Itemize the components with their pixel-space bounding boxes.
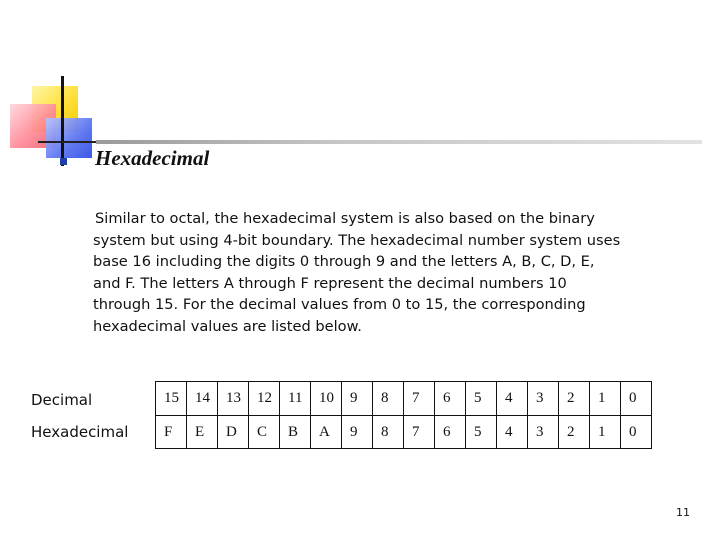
logo-vertical-line: [61, 76, 64, 166]
paragraph-line: through 15. For the decimal values from 0 to 15, the corresponding: [93, 296, 586, 314]
paragraph-line: Similar to octal, the hexadecimal system is also based on the binary: [95, 210, 595, 227]
paragraph-line: system but using 4-bit boundary. The hexadecimal number system uses: [93, 231, 621, 249]
hex-cell: 1: [590, 416, 621, 449]
body-paragraph: [93, 208, 673, 338]
row-label-decimal: Decimal: [31, 391, 93, 409]
decimal-cell: 6: [435, 382, 466, 416]
logo-horizontal-line: [38, 141, 96, 143]
bullet-square-icon: [60, 158, 67, 165]
hex-cell: 7: [404, 416, 435, 449]
decimal-cell: 1: [590, 382, 621, 416]
table-row-decimal: [156, 382, 652, 416]
decimal-cell: 11: [280, 382, 311, 416]
hex-cell: A: [311, 416, 342, 449]
hex-cell: 9: [342, 416, 373, 449]
hex-cell: B: [280, 416, 311, 449]
hex-conversion-table: [155, 381, 652, 449]
slide-title: Hexadecimal: [95, 146, 210, 170]
logo-blue-square: [46, 118, 92, 158]
decimal-cell: 3: [528, 382, 559, 416]
decimal-cell: 0: [621, 382, 652, 416]
decimal-cell: 4: [497, 382, 528, 416]
decimal-cell: 2: [559, 382, 590, 416]
hex-cell: E: [187, 416, 218, 449]
hex-cell: 5: [466, 416, 497, 449]
hex-cell: D: [218, 416, 249, 449]
decimal-cell: 14: [187, 382, 218, 416]
table-row-hexadecimal: [156, 416, 652, 449]
decimal-cell: 7: [404, 382, 435, 416]
hex-cell: 6: [435, 416, 466, 449]
decimal-cell: 15: [156, 382, 187, 416]
decimal-cell: 5: [466, 382, 497, 416]
title-divider-line: [96, 140, 702, 144]
hex-cell: 8: [373, 416, 404, 449]
hex-cell: 3: [528, 416, 559, 449]
paragraph-line: base 16 including the digits 0 through 9 and the letters A, B, C, D, E,: [93, 253, 595, 271]
decimal-cell: 8: [373, 382, 404, 416]
hex-cell: 0: [621, 416, 652, 449]
paragraph-line: hexadecimal values are listed below.: [93, 317, 362, 335]
decimal-cell: 13: [218, 382, 249, 416]
hex-cell: C: [249, 416, 280, 449]
hex-cell: 2: [559, 416, 590, 449]
decimal-cell: 10: [311, 382, 342, 416]
hex-cell: 4: [497, 416, 528, 449]
decimal-cell: 12: [249, 382, 280, 416]
hex-cell: F: [156, 416, 187, 449]
decimal-cell: 9: [342, 382, 373, 416]
page-number: 11: [676, 506, 690, 519]
row-label-hexadecimal: Hexadecimal: [31, 423, 129, 441]
paragraph-line: and F. The letters A through F represent the decimal numbers 10: [93, 274, 567, 292]
